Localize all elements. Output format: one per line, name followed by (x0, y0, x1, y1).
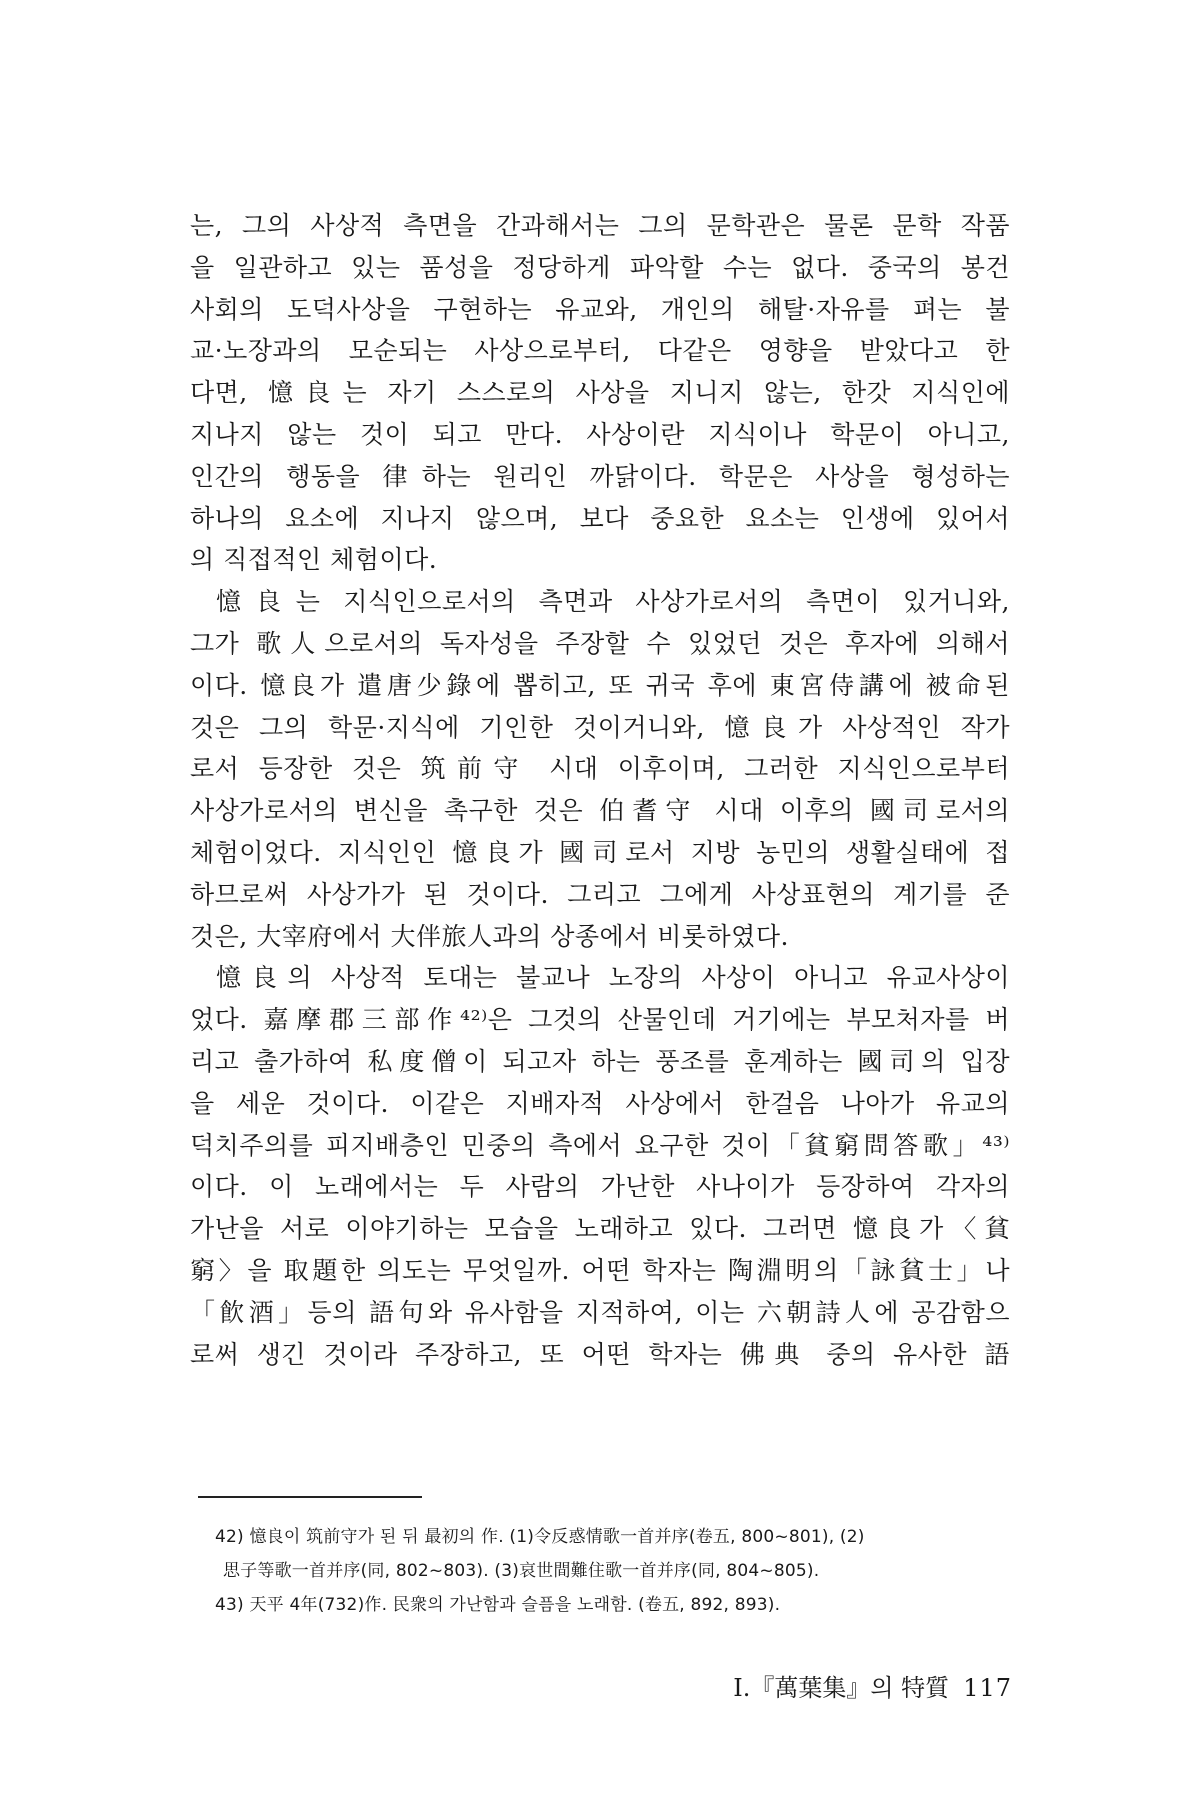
body-line: 인간의 행동을 律하는 원리인 까닭이다. 학문은 사상을 형성하는 (190, 461, 1010, 491)
page-number: 117 (963, 1674, 1012, 1702)
body-line: 그가 歌人으로서의 독자성을 주장할 수 있었던 것은 후자에 의해서 (190, 628, 1010, 658)
footnote-42-continued: 思子等歌一首并序(同, 802~803). (3)哀世間難住歌一首并序(同, 804~805). (223, 1561, 820, 1581)
body-line: 을 일관하고 있는 품성을 정당하게 파악할 수는 없다. 중국의 봉건 (190, 252, 1010, 282)
body-line: 는, 그의 사상적 측면을 간과해서는 그의 문학관은 물론 문학 작품 (190, 211, 1010, 240)
body-line: 을 세운 것이다. 이같은 지배자적 사상에서 한걸음 나아가 유교의 (190, 1088, 1010, 1118)
paragraph-start-line: 憶良의 사상적 토대는 불교나 노장의 사상이 아니고 유교사상이 (216, 963, 1010, 993)
body-line: 로써 생긴 것이라 주장하고, 또 어떤 학자는 佛典 중의 유사한 語 (190, 1339, 1010, 1369)
body-line: 의 직접적인 체험이다. (190, 545, 438, 575)
body-line: 「飮酒」등의 語句와 유사함을 지적하여, 이는 六朝詩人에 공감함으 (190, 1297, 1010, 1327)
body-line: 다면, 憶良는 자기 스스로의 사상을 지니지 않는, 한갓 지식인에 (190, 378, 1010, 408)
body-line: 窮〉을 取題한 의도는 무엇일까. 어떤 학자는 陶淵明의「詠貧士」나 (190, 1255, 1010, 1285)
body-line: 체험이었다. 지식인인 憶良가 國司로서 지방 농민의 생활실태에 접 (190, 837, 1010, 867)
body-line: 하나의 요소에 지나지 않으며, 보다 중요한 요소는 인생에 있어서 (190, 503, 1010, 533)
paragraph-start-line: 憶良는 지식인으로서의 측면과 사상가로서의 측면이 있거니와, (216, 587, 1010, 617)
footnote-43: 43) 天平 4年(732)作. 民衆의 가난함과 슬픔을 노래함. (卷五, 892, 893). (215, 1595, 781, 1615)
body-line: 가난을 서로 이야기하는 모습을 노래하고 있다. 그러면 憶良가〈貧 (190, 1214, 1010, 1244)
body-line: 이다. 이 노래에서는 두 사람의 가난한 사나이가 등장하여 각자의 (190, 1172, 1010, 1202)
body-line: 것은, 大宰府에서 大伴旅人과의 상종에서 비롯하였다. (190, 921, 789, 951)
body-line: 사회의 도덕사상을 구현하는 유교와, 개인의 해탈·자유를 펴는 불 (190, 294, 1010, 324)
body-line: 하므로써 사상가가 된 것이다. 그리고 그에게 사상표현의 계기를 준 (190, 879, 1010, 909)
footnotes (215, 1520, 1005, 1622)
body-line: 로서 등장한 것은 筑前守 시대 이후이며, 그러한 지식인으로부터 (190, 754, 1010, 784)
body-line: 이다. 憶良가 遣唐少錄에 뽑히고, 또 귀국 후에 東宮侍講에 被命된 (190, 670, 1010, 700)
body-line: 사상가로서의 변신을 촉구한 것은 伯耆守 시대 이후의 國司로서의 (190, 796, 1010, 826)
footnote-divider (198, 1496, 422, 1498)
body-line: 었다. 嘉摩郡三部作⁴²⁾은 그것의 산물인데 거기에는 부모처자를 버 (190, 1005, 1010, 1035)
chapter-title: Ⅰ.『萬葉集』의 特質 (733, 1674, 950, 1702)
footnote-42: 42) 憶良이 筑前守가 된 뒤 最初의 作. (1)令反惑情歌一首并序(卷五, 800~801), (2) (215, 1527, 865, 1547)
body-line: 덕치주의를 피지배층인 민중의 측에서 요구한 것이「貧窮問答歌」⁴³⁾ (190, 1130, 1010, 1160)
body-line: 교·노장과의 모순되는 사상으로부터, 다같은 영향을 받았다고 한 (190, 336, 1010, 366)
body-line: 지나지 않는 것이 되고 만다. 사상이란 지식이나 학문이 아니고, (190, 419, 1010, 449)
body-line: 것은 그의 학문·지식에 기인한 것이거니와, 憶良가 사상적인 작가 (190, 712, 1010, 742)
body-text (190, 205, 1010, 1375)
body-line: 리고 출가하여 私度僧이 되고자 하는 풍조를 훈계하는 國司의 입장 (190, 1046, 1010, 1076)
running-footer (733, 1668, 1012, 1703)
